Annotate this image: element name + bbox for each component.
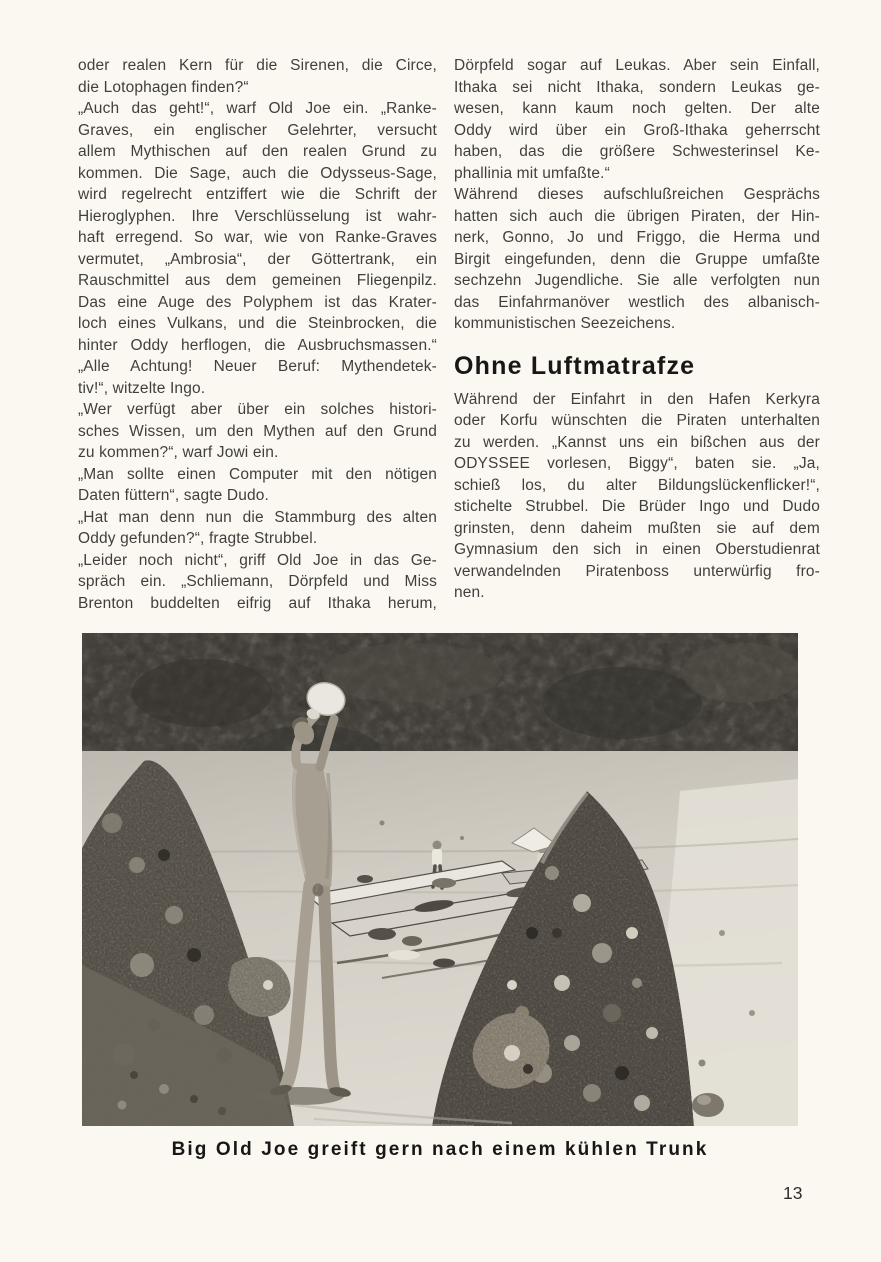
text-column-left	[78, 55, 437, 614]
body-text-line: sechzehn Jugendliche. Sie alle verfolgten nun	[454, 272, 820, 289]
body-text-line: grinsten, denn daheim mußten sie auf dem	[454, 519, 820, 537]
body-text-line: die Lotophagen finden?“	[78, 78, 249, 96]
body-text-line: Dörpfeld sogar auf Leukas. Aber sein Einfall,	[454, 57, 820, 74]
body-text-line: verwandelnden Piratenboss unterwürfig fro-	[454, 562, 820, 580]
body-text-line: spräch ein. „Schliemann, Dörpfeld und Miss	[78, 573, 437, 590]
body-text-line: loch eines Vulkans, und die Steinbrocken, die	[78, 315, 437, 332]
body-text-line: oder Korfu wünschten die Piraten unterhalten	[454, 412, 820, 429]
body-text-line: „Hat man denn nun die Stammburg des alten	[78, 508, 437, 526]
body-text-line: tiv!“, witzelte Ingo.	[78, 379, 206, 397]
body-text-line: wesen, kann kaum noch gelten. Der alte	[454, 100, 820, 117]
photo-beach-scene	[82, 633, 798, 1126]
body-text-line: nerk, Gonno, Jo und Friggo, die Herma und	[454, 229, 820, 246]
body-text-line: Während der Einfahrt in den Hafen Kerkyra	[454, 390, 820, 408]
body-text-line: sches Wissen, um den Mythen auf den Grund	[78, 422, 437, 440]
body-text-line: hatten sich auch die übrigen Piraten, der Hin-	[454, 207, 820, 225]
body-text-line: das Einfahrmanöver westlich des albanisch-	[454, 293, 820, 311]
body-text-line: ODYSSEE vorlesen, Biggy“, baten sie. „Ja,	[454, 455, 820, 472]
body-text-line: stichelte Strubbel. Die Brüder Ingo und Dudo	[454, 498, 820, 515]
body-text-line: Während dieses aufschlußreichen Gesprächs	[454, 186, 820, 203]
body-text-line: „Auch das geht!“, warf Old Joe ein. „Ranke-	[78, 100, 437, 117]
body-text-line: haft erregend. So war, wie von Ranke-Graves	[78, 229, 437, 246]
body-text-line: Rauschmittel aus dem gemeinen Fliegenpilz.	[78, 272, 437, 289]
photo-caption: Big Old Joe greift gern nach einem kühlen Trunk	[171, 1139, 709, 1160]
body-text-line: Gymnasium den sich in einen Oberstudienrat	[454, 541, 820, 558]
body-text-line: nen.	[454, 584, 485, 601]
body-text-line: „Leider noch nicht“, griff Old Joe in das Ge-	[78, 551, 437, 569]
body-text-line: Graves, ein englischer Gelehrter, versucht	[78, 121, 437, 139]
photo-illustration	[82, 633, 798, 1126]
body-text-line: phallinia mit umfaßte.“	[454, 164, 610, 182]
section-heading: Ohne Luftmatrafze	[454, 351, 696, 380]
body-text-line: „Alle Achtung! Neuer Beruf: Mythendetek-	[78, 358, 437, 375]
body-text-line: „Man sollte einen Computer mit den nötigen	[78, 465, 437, 483]
body-text-line: Oddy gefunden?“, fragte Strubbel.	[78, 530, 318, 547]
body-text-line: hinter Oddy herflogen, die Ausbruchsmassen.“	[78, 336, 437, 354]
paragraph-block	[454, 389, 820, 604]
body-text-line: allem Mythischen auf den realen Grund zu	[78, 143, 437, 160]
body-text-line: wird regelrecht entziffert wie die Schrift der	[78, 186, 437, 203]
body-text-line: Das eine Auge des Polyphem ist das Krater-	[78, 293, 437, 311]
body-text-line: „Wer verfügt aber über ein solches histori-	[78, 401, 437, 418]
paragraph-block	[454, 55, 820, 335]
body-text-line: Oddy wird über ein Groß-Ithaka geherrscht	[454, 121, 820, 139]
body-text-line: Ithaka sei nicht Ithaka, sondern Leukas ge-	[454, 78, 820, 96]
body-text-line: vermutet, „Ambrosia“, der Göttertrank, ein	[78, 250, 437, 268]
body-text-line: haben, das die größere Schwesterinsel Ke-	[454, 143, 820, 160]
body-text-line: oder realen Kern für die Sirenen, die Circe,	[78, 57, 437, 74]
body-text-line: zu werden. „Kannst uns ein bißchen aus der	[454, 433, 820, 451]
body-text-line: schieß los, du alter Bildungslückenflicker!“,	[454, 476, 820, 494]
body-text-line: kommen. Die Sage, auch die Odysseus-Sage,	[78, 164, 437, 182]
page-number: 13	[783, 1183, 803, 1203]
body-text-line: zu kommen?“, warf Jowi ein.	[78, 444, 279, 461]
text-column-right	[454, 55, 820, 604]
body-text-line: Birgit eingefunden, denn die Gruppe umfaßte	[454, 250, 820, 268]
body-text-line: Daten füttern“, sagte Dudo.	[78, 487, 270, 504]
body-text-line: Hieroglyphen. Ihre Verschlüsselung ist wahr-	[78, 207, 437, 225]
body-text-line: Brenton buddelten eifrig auf Ithaka herum,	[78, 594, 437, 612]
body-text-line: kommunistischen Seezeichens.	[454, 315, 676, 332]
